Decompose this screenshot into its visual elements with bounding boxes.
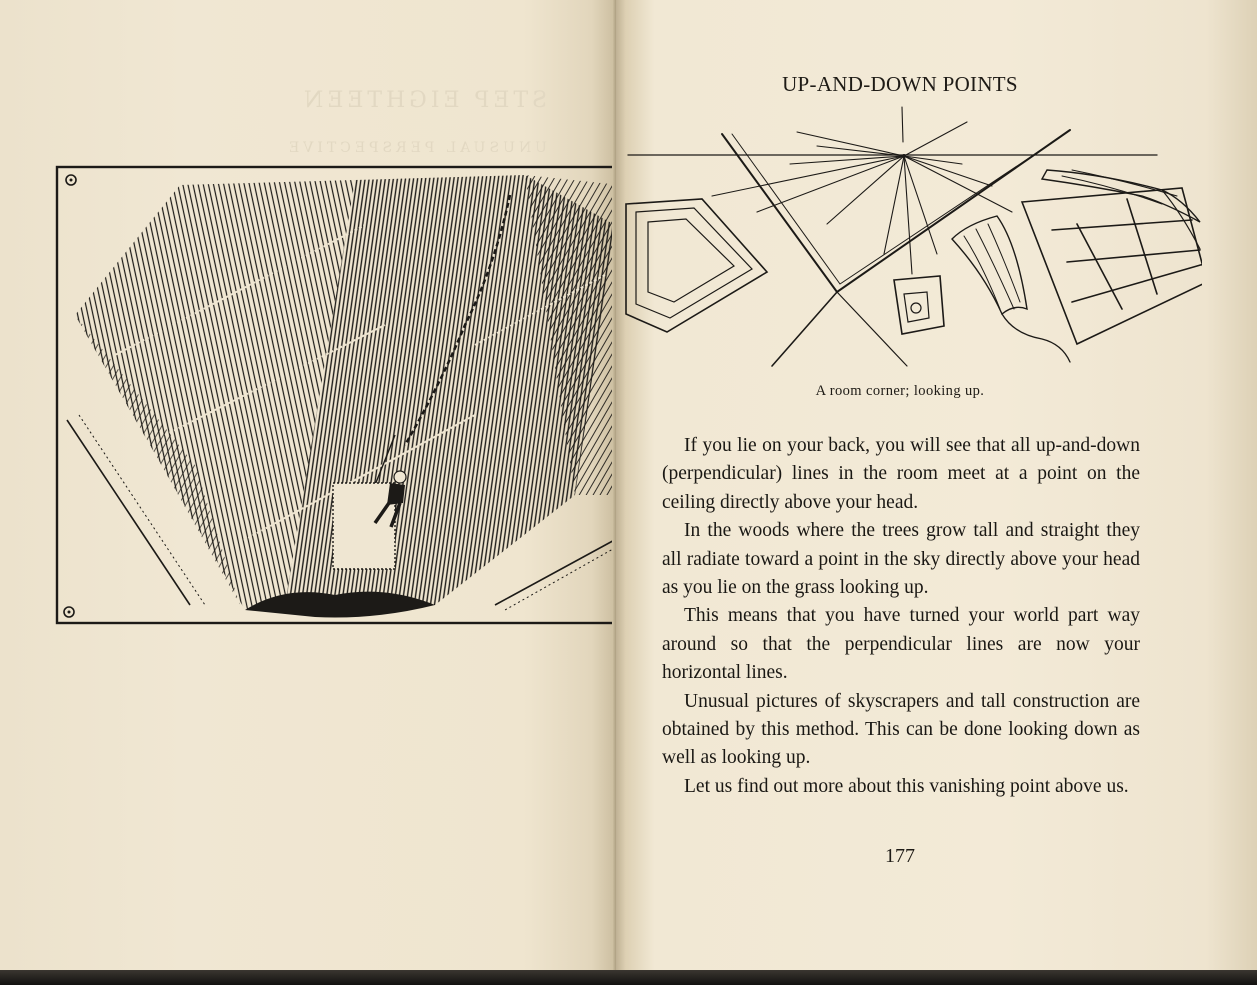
paragraph-1: If you lie on your back, you will see that all up-and-down (perpendicular) lines in the room meet at a point on the ceiling directly above your head.	[662, 435, 1140, 513]
paragraph-3: This means that you have turned your world part way around so that the perpendicular lines are now your horizontal lines.	[662, 605, 1140, 684]
figure-caption: A room corner; looking up.	[815, 383, 985, 399]
show-through-heading: STEP EIGHTEEN	[300, 88, 548, 113]
body-text	[662, 432, 1140, 801]
looking-up-illustration	[55, 165, 625, 625]
paragraph-4: Unusual pictures of skyscrapers and tall construction are obtained by this method. This can be done looking down as well as looking up.	[662, 690, 1140, 769]
page-number: 177	[885, 845, 915, 867]
paragraph-5: Let us find out more about this vanishing point above us.	[684, 775, 1129, 797]
show-through-subheading: UNUSUAL PERSPECTIVE	[285, 140, 547, 156]
running-head: UP-AND-DOWN POINTS	[782, 72, 1018, 96]
scan-bottom-edge	[0, 970, 1257, 985]
paragraph-2: In the woods where the trees grow tall and straight they all radiate toward a point in the sky directly above your head as you lie on the grass looking up.	[662, 520, 1140, 599]
room-corner-illustration	[622, 104, 1202, 372]
left-page	[0, 0, 616, 975]
